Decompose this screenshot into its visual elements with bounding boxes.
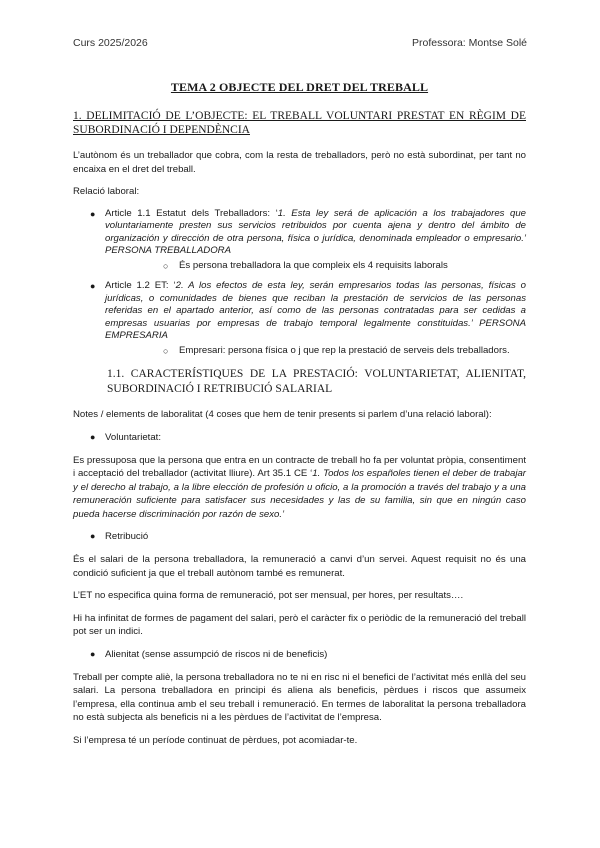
bullet-icon: ● <box>90 208 96 219</box>
alienitat-label: Alienitat (sense assumpció de riscos ni de beneficis) <box>105 648 328 660</box>
intro-paragraph: L’autònom és un treballador que cobra, com la resta de treballadors, però no està subordinat, per tant no encaixa en el dret del treball. <box>73 150 526 175</box>
voluntarietat-label: Voluntarietat: <box>105 431 162 443</box>
articles-list <box>73 208 526 358</box>
article-1-1-sub-text: És persona treballadora la que compleix els 4 requisits laborals <box>179 259 448 271</box>
voluntarietat-bullet <box>73 431 526 444</box>
article-1-1-lead: Article 1.1 Estatut dels Treballadors: ‘ <box>105 207 278 219</box>
section-1-heading: 1. DELIMITACIÓ DE L’OBJECTE: EL TREBALL VOLUNTARI PRESTAT EN RÈGIM DE SUBORDINACIÓ I DEPENDÈNCIA <box>73 110 526 136</box>
notes-paragraph: Notes / elements de laboralitat (4 coses que hem de tenir presents si parlem d’una relació laboral): <box>73 409 492 420</box>
relacio-label: Relació laboral: <box>73 186 140 197</box>
alienitat-bullet <box>73 648 526 661</box>
retribucio-paragraph-3: Hi ha infinitat de formes de pagament del salari, però el caràcter fix o periòdic de la remuneració del treball pot ser un indici. <box>73 612 526 637</box>
article-1-2-lead: Article 1.2 ET: ‘ <box>105 280 176 291</box>
voluntarietat-quote: 1. Todos los españoles tienen el deber de trabajar y el derecho al trabajo, a la libre elección de profesión u oficio, a la promoción a través del trabajo y a una remuneración suficiente para satisfacer sus necesidades y las de su familia, sin que en ningún caso pueda hacerse discriminación por razón de sexo.’ <box>73 468 526 520</box>
circle-bullet-icon: ○ <box>163 345 169 356</box>
bullet-icon: ● <box>90 531 96 541</box>
retribucio-bullet <box>73 530 526 543</box>
retribucio-label: Retribució <box>105 531 149 542</box>
document-title: TEMA 2 OBJECTE DEL DRET DEL TREBALL <box>170 80 429 94</box>
article-1-2-sub-text: Empresari: persona física o j que rep la prestació de serveis dels treballadors. <box>179 344 510 356</box>
article-1-2-quote: 2. A los efectos de esta ley, serán empresarios todas las personas, físicas o jurídicas, o comunidades de bienes que reciban la prestación de servicios de las personas referidas en el apartado anterior, así como de las personas contratadas para ser cedidas a empresas usuarias por empresas de trabajo temporal legalmente constituidas.’ PERSONA EMPRESARIA <box>105 280 527 341</box>
article-1-1-quote: 1. Esta ley será de aplicación a los trabajadores que voluntariamente presten sus servicios retribuidos por cuenta ajena y dentro del ámbito de organización y dirección de otra persona, física o jurídica, denominada empleador o empresario.’ PERSONA TREBALLADORA <box>105 207 527 256</box>
section-1-1-heading: 1.1. CARACTERÍSTIQUES DE LA PRESTACIÓ: VOLUNTARIETAT, ALIENITAT, SUBORDINACIÓ I RETRIBUCIÓ SALARIAL <box>107 368 526 395</box>
alienitat-paragraph-2: Si l’empresa té un període continuat de pèrdues, pot acomiadar-te. <box>73 734 358 746</box>
article-1-2-item <box>73 280 526 357</box>
alienitat-paragraph-1: Treball per compte aliè, la persona treballadora no te ni en risc ni el benefici de l’activitat més enllà del seu salari. La persona treballadora en principi és aliena als beneficis, pèrdues i riscos que assumeix l’empresa, ella continua amb el seu treball i remuneració. En termes de laboralitat la persona treballadora no està subjecta als beneficis ni a les pèrdues de l’activitat de l’empresa. <box>73 671 526 723</box>
document-body <box>73 80 526 756</box>
header-course: Curs 2025/2026 <box>73 37 148 49</box>
retribucio-paragraph-1: És el salari de la persona treballadora, la remuneració a canvi d’un servei. Aquest requisit no és una condició suficient ja que el treball autònom també es remunerat. <box>73 554 526 579</box>
article-1-1-sub <box>105 260 526 273</box>
article-1-1-item <box>73 208 526 273</box>
circle-bullet-icon: ○ <box>163 260 169 271</box>
voluntarietat-text: Es pressuposa que la persona que entra en un contracte de treball ho fa per voluntat pròpia, consentiment i acceptació del treballador (activitat lliure). Art 35.1 CE ‘ <box>73 454 526 479</box>
voluntarietat-paragraph <box>73 454 526 522</box>
header-teacher: Professora: Montse Solé <box>412 37 527 49</box>
bullet-icon: ● <box>90 648 96 659</box>
retribucio-paragraph-2: L’ET no especifica quina forma de remuneració, pot ser mensual, per hores, per resultats…. <box>73 590 464 601</box>
article-1-2-sub <box>105 345 526 358</box>
bullet-icon: ● <box>90 431 96 442</box>
bullet-icon: ● <box>90 281 96 291</box>
